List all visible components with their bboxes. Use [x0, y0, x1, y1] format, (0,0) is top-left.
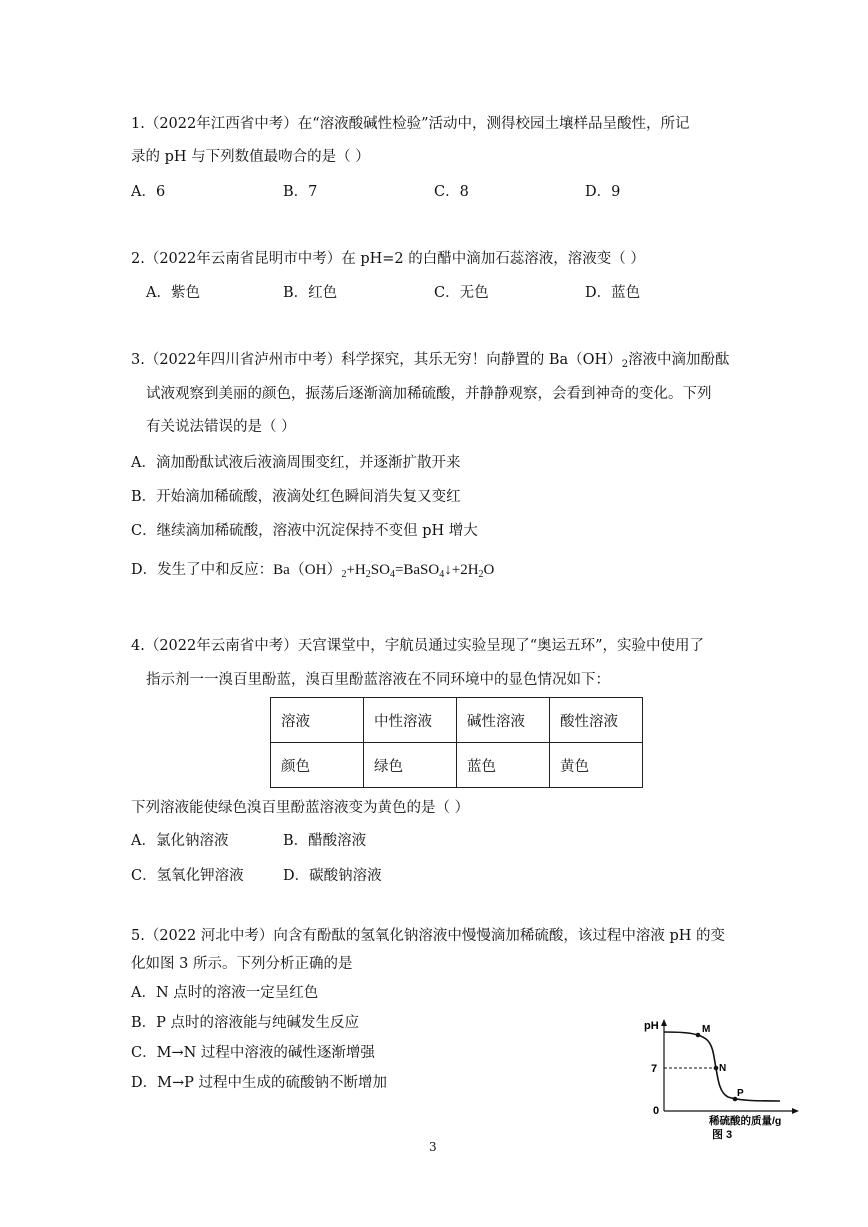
- figure-caption: 图 3: [712, 1129, 733, 1141]
- q3-line1: [131, 350, 730, 375]
- table-cell: 溶液: [271, 698, 364, 743]
- q2-option-c: C．无色: [434, 285, 489, 301]
- q4-line2: 指示剂一一溴百里酚蓝，溴百里酚蓝溶液在不同环境中的显色情况如下：: [146, 672, 610, 688]
- q2-option-d: D．蓝色: [585, 285, 641, 301]
- y-axis-label: pH: [644, 1020, 659, 1032]
- ph-curve-figure: [640, 1015, 805, 1143]
- q1-option-b: B．7: [283, 184, 318, 200]
- table-cell: 颜色: [271, 743, 364, 788]
- q3-option-d-prefix: D．发生了中和反应：: [131, 562, 274, 578]
- q5-line1: 5.（2022 河北中考）向含有酚酞的氢氧化钠溶液中慢慢滴加稀硫酸，该过程中溶液 pH 的变: [131, 928, 725, 944]
- x-axis-label: 稀硫酸的质量/g: [709, 1115, 782, 1127]
- page-number: 3: [429, 1140, 437, 1154]
- table-row: [271, 743, 643, 788]
- q3-option-c: C．继续滴加稀硫酸，溶液中沉淀保持不变但 pH 增大: [131, 523, 478, 539]
- q4-option-d: D．碳酸钠溶液: [283, 868, 382, 884]
- table-cell: 黄色: [550, 743, 643, 788]
- q3-option-b: B．开始滴加稀硫酸，液滴处红色瞬间消失复又变红: [131, 489, 461, 505]
- q1-option-a: A．6: [131, 184, 166, 200]
- table-row: [271, 698, 643, 743]
- q1-option-d: D．9: [585, 184, 621, 200]
- color-table: [270, 697, 643, 788]
- q5-option-d: D．M→P 过程中生成的硫酸钠不断增加: [131, 1075, 387, 1091]
- origin-label: 0: [653, 1105, 660, 1117]
- q3-line2: 试液观察到美丽的颜色，振荡后逐渐滴加稀硫酸，并静静观察，会看到神奇的变化。下列: [146, 386, 712, 402]
- q4-option-b: B．醋酸溶液: [283, 833, 367, 849]
- label-n: N: [719, 1063, 727, 1074]
- q5-option-c: C．M→N 过程中溶液的碱性逐渐增强: [131, 1045, 375, 1061]
- q1-line1: 1.（2022年江西省中考）在“溶液酸碱性检验”活动中，测得校园土壤样品呈酸性，所记: [131, 116, 690, 132]
- q3-option-a: A．滴加酚酞试液后液滴周围变红，并逐渐扩散开来: [131, 455, 461, 471]
- q5-line2: 化如图 3 所示。下列分析正确的是: [131, 956, 353, 972]
- label-p: P: [737, 1088, 744, 1099]
- q2-line1: 2.（2022年云南省昆明市中考）在 pH=2 的白醋中滴加石蕊溶液，溶液变（ ）: [131, 251, 645, 267]
- q3-option-d: [131, 560, 494, 585]
- point-m: [696, 1033, 701, 1038]
- x-axis-arrow: [792, 1108, 799, 1114]
- q5-option-b: B．P 点时的溶液能与纯碱发生反应: [131, 1015, 360, 1031]
- table-cell: 碱性溶液: [457, 698, 550, 743]
- q4-line1: 4.（2022年云南省中考）天宫课堂中，宇航员通过实验呈现了“奥运五环”，实验中使用了: [131, 638, 705, 654]
- q1-line2: 录的 pH 与下列数值最吻合的是（ ）: [131, 149, 370, 165]
- q3-equation: $Ba(OH)_2+H_2SO_4=BaSO_4↓+2H_2O$: [273, 562, 495, 580]
- q2-option-b: B．红色: [283, 285, 338, 301]
- q1-option-c: C．8: [434, 184, 469, 200]
- table-cell: 绿色: [364, 743, 457, 788]
- q3-line3: 有关说法错误的是（ ）: [146, 419, 296, 435]
- q4-line3: 下列溶液能使绿色溴百里酚蓝溶液变为黄色的是（ ）: [131, 800, 470, 816]
- y-tick-7: 7: [651, 1063, 658, 1075]
- q5-option-a: A．N 点时的溶液一定呈红色: [131, 985, 319, 1001]
- y-axis-arrow: [661, 1019, 667, 1026]
- q3-line1-sub: 2: [621, 359, 629, 370]
- q2-option-a: A．紫色: [146, 285, 200, 301]
- label-m: M: [702, 1024, 711, 1035]
- q4-option-a: A．氯化钠溶液: [131, 833, 229, 849]
- table-cell: 蓝色: [457, 743, 550, 788]
- table-cell: 中性溶液: [364, 698, 457, 743]
- q4-option-c: C．氢氧化钾溶液: [131, 868, 244, 884]
- q3-line1-b: 溶液中滴加酚酞: [628, 352, 730, 368]
- q3-line1-a: 3.（2022年四川省泸州市中考）科学探究，其乐无穷！向静置的 Ba（OH）: [131, 352, 622, 368]
- point-n: [714, 1066, 719, 1071]
- table-cell: 酸性溶液: [550, 698, 643, 743]
